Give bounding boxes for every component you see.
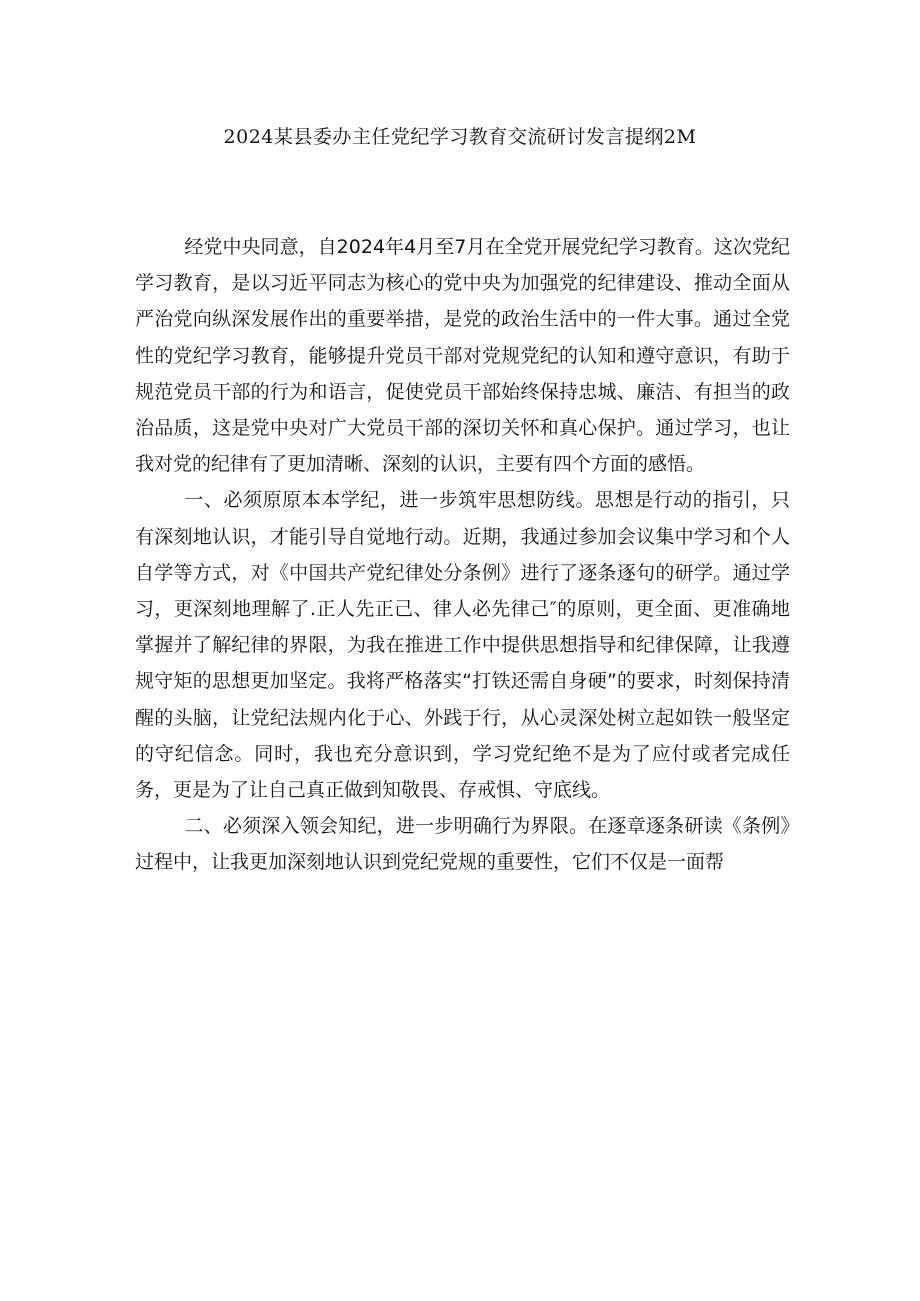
document-body: [135, 229, 790, 881]
paragraph-point-one: 一、必须原原本本学纪，进一步筑牢思想防线。思想是行动的指引，只有深刻地认识，才能引导自觉地行动。近期，我通过参加会议集中学习和个人自学等方式，对《中国共产党纪律处分条例》进行了逐条逐句的研学。通过学习，更深刻地理解了.正人先正己、律人必先律己″的原则，更全面、更准确地掌握并了解纪律的界限，为我在推进工作中提供思想指导和纪律保障，让我遵规守矩的思想更加坚定。我将严格落实“打铁还需自身硬”的要求，时刻保持清醒的头脑，让党纪法规内化于心、外践于行，从心灵深处树立起如铁一般坚定的守纪信念。同时，我也充分意识到，学习党纪绝不是为了应付或者完成任务，更是为了让自己真正做到知敬畏、存戒惧、守底线。: [135, 489, 790, 802]
document-title: 2024某县委办主任党纪学习教育交流研讨发言提纲2M: [223, 126, 697, 148]
paragraph-intro: 经党中央同意，自2024年4月至7月在全党开展党纪学习教育。这次党纪学习教育，是以习近平同志为核心的党中央为加强党的纪律建设、推动全面从严治党向纵深发展作出的重要举措，是党的政治生活中的一件大事。通过全党性的党纪学习教育，能够提升党员干部对党规党纪的认知和遵守意识，有助于规范党员干部的行为和语言，促使党员干部始终保持忠城、廉洁、有担当的政治品质，这是党中央对广大党员干部的深切关怀和真心保护。通过学习，也让我对党的纪律有了更加清晰、深刻的认识，主要有四个方面的感悟。: [135, 236, 790, 476]
paragraph-point-two: 二、必须深入领会知纪，进一步明确行为界限。在逐章逐条研读《条例》过程中，让我更加深刻地认识到党纪党规的重要性，它们不仅是一面帮: [135, 815, 790, 874]
